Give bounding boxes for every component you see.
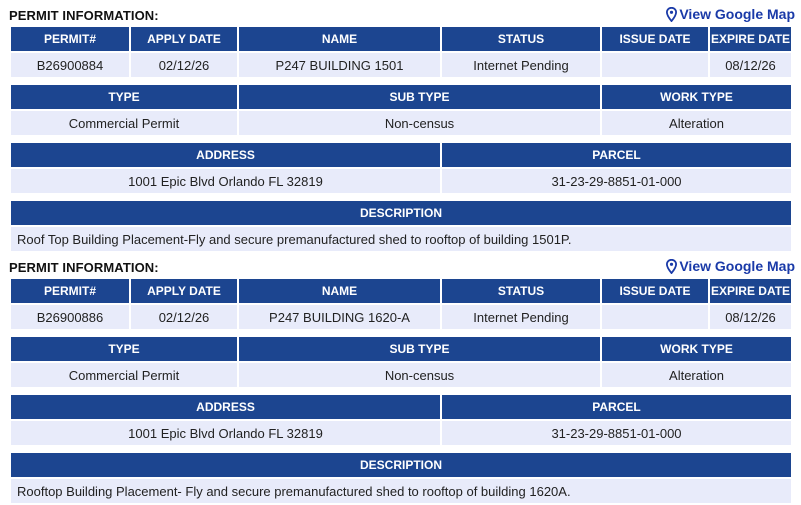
- address-header: ADDRESS: [11, 395, 440, 419]
- type-row: [11, 111, 791, 135]
- name-header: NAME: [239, 279, 440, 303]
- address-row: [11, 421, 791, 445]
- work-type-header: WORK TYPE: [602, 337, 791, 361]
- name-header: NAME: [239, 27, 440, 51]
- description-header: DESCRIPTION: [11, 453, 791, 477]
- permit-number: B26900884: [11, 53, 129, 77]
- issue-date-header: ISSUE DATE: [602, 279, 708, 303]
- address-header-row: [11, 395, 791, 419]
- permit-parcel: 31-23-29-8851-01-000: [442, 169, 791, 193]
- permit-address: 1001 Epic Blvd Orlando FL 32819: [11, 421, 440, 445]
- description-header-row: [11, 201, 791, 225]
- description-header-row: [11, 453, 791, 477]
- apply-date-header: APPLY DATE: [131, 279, 237, 303]
- permit-number: B26900886: [11, 305, 129, 329]
- permit-work-type: Alteration: [602, 363, 791, 387]
- issue-date: [602, 53, 708, 77]
- permit-sub-type: Non-census: [239, 363, 600, 387]
- permit-name: P247 BUILDING 1501: [239, 53, 440, 77]
- permit-number-header: PERMIT#: [11, 27, 129, 51]
- type-header: TYPE: [11, 337, 237, 361]
- description-header: DESCRIPTION: [11, 201, 791, 225]
- type-row: [11, 363, 791, 387]
- permit-row: [11, 53, 791, 77]
- permit-description: Rooftop Building Placement- Fly and secure premanufactured shed to rooftop of building 1620A.: [11, 479, 791, 503]
- permit-card: [0, 252, 801, 505]
- header-row: [11, 279, 791, 303]
- expire-date: 08/12/26: [710, 53, 791, 77]
- map-pin-icon: [666, 259, 677, 274]
- permit-work-type: Alteration: [602, 111, 791, 135]
- sub-type-header: SUB TYPE: [239, 85, 600, 109]
- map-pin-icon: [666, 7, 677, 22]
- permit-header: [0, 252, 801, 278]
- work-type-header: WORK TYPE: [602, 85, 791, 109]
- view-google-map-link[interactable]: [666, 6, 795, 22]
- permit-parcel: 31-23-29-8851-01-000: [442, 421, 791, 445]
- section-title: PERMIT INFORMATION:: [9, 8, 159, 23]
- view-google-map-link[interactable]: [666, 258, 795, 274]
- permit-description: Roof Top Building Placement-Fly and secure premanufactured shed to rooftop of building 1501P.: [11, 227, 791, 251]
- permit-number-header: PERMIT#: [11, 279, 129, 303]
- permit-address: 1001 Epic Blvd Orlando FL 32819: [11, 169, 440, 193]
- sub-type-header: SUB TYPE: [239, 337, 600, 361]
- header-row: [11, 27, 791, 51]
- permit-type: Commercial Permit: [11, 111, 237, 135]
- expire-date-header: EXPIRE DATE: [710, 27, 791, 51]
- map-link-label: View Google Map: [679, 258, 795, 274]
- permit-type: Commercial Permit: [11, 363, 237, 387]
- permit-sub-type: Non-census: [239, 111, 600, 135]
- issue-date-header: ISSUE DATE: [602, 27, 708, 51]
- apply-date: 02/12/26: [131, 53, 237, 77]
- type-header-row: [11, 337, 791, 361]
- description-row: [11, 479, 791, 503]
- status-header: STATUS: [442, 279, 600, 303]
- issue-date: [602, 305, 708, 329]
- permit-status: Internet Pending: [442, 305, 600, 329]
- permit-status: Internet Pending: [442, 53, 600, 77]
- expire-date: 08/12/26: [710, 305, 791, 329]
- expire-date-header: EXPIRE DATE: [710, 279, 791, 303]
- parcel-header: PARCEL: [442, 143, 791, 167]
- status-header: STATUS: [442, 27, 600, 51]
- permit-card: [0, 0, 801, 252]
- permit-table: [9, 25, 793, 253]
- type-header-row: [11, 85, 791, 109]
- section-title: PERMIT INFORMATION:: [9, 260, 159, 275]
- address-row: [11, 169, 791, 193]
- type-header: TYPE: [11, 85, 237, 109]
- description-row: [11, 227, 791, 251]
- apply-date: 02/12/26: [131, 305, 237, 329]
- permit-name: P247 BUILDING 1620-A: [239, 305, 440, 329]
- address-header-row: [11, 143, 791, 167]
- map-link-label: View Google Map: [679, 6, 795, 22]
- parcel-header: PARCEL: [442, 395, 791, 419]
- apply-date-header: APPLY DATE: [131, 27, 237, 51]
- address-header: ADDRESS: [11, 143, 440, 167]
- permit-header: [0, 0, 801, 26]
- permit-row: [11, 305, 791, 329]
- permit-table: [9, 277, 793, 505]
